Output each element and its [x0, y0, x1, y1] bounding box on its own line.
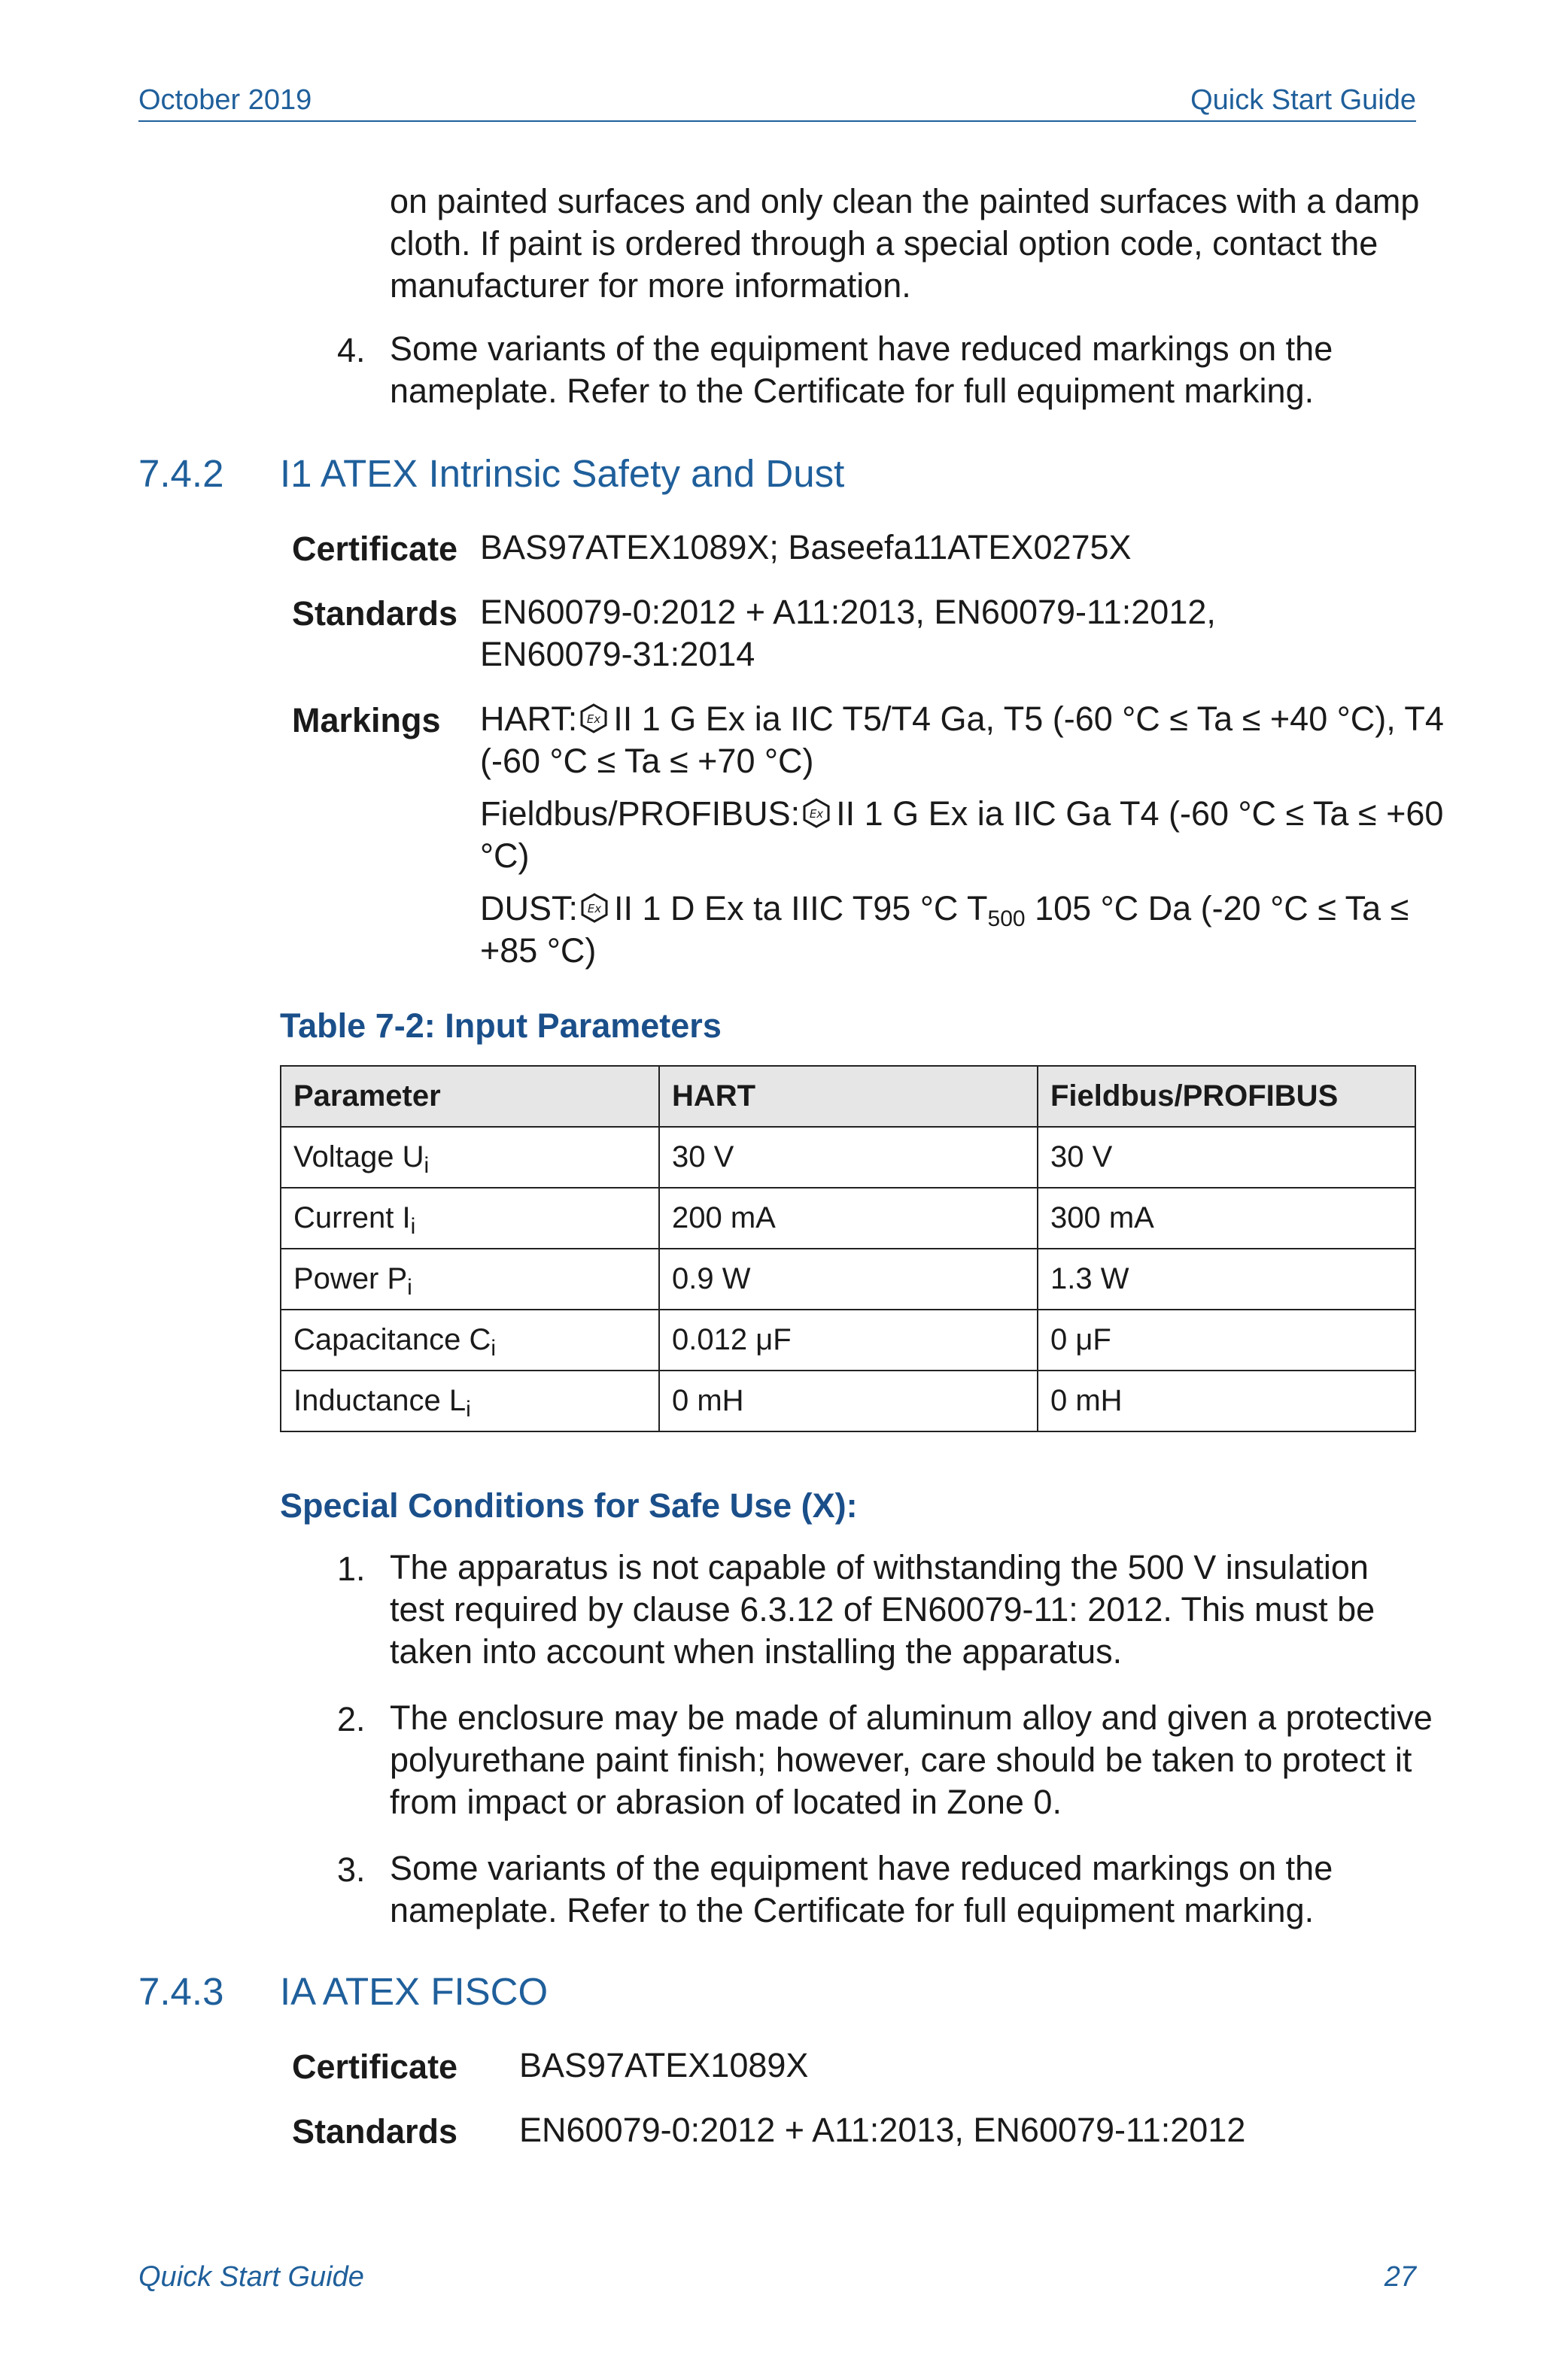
hart-cell: 0.012 μF: [659, 1310, 1038, 1371]
fieldbus-cell: 0 mH: [1038, 1371, 1415, 1431]
fieldbus-cell: 1.3 W: [1038, 1249, 1415, 1310]
param-cell: Inductance $L_i$: [281, 1371, 659, 1431]
param-cell: Capacitance $C_i$: [281, 1310, 659, 1371]
param-cell: Current $I_i$: [281, 1188, 659, 1249]
markings-fieldbus: Fieldbus/PROFIBUS: Ex II 1 G Ex ia IIC Ga T4 (-60 °C ≤ Ta ≤ +60 °C): [480, 794, 1444, 875]
markings-hart: HART: Ex II 1 G Ex ia IIC T5/T4 Ga, T5 (-60 °C ≤ Ta ≤ +40 °C), T4 (-60 °C ≤ Ta ≤ +70 °C): [480, 700, 1444, 780]
footer-doc-title: Quick Start Guide: [138, 2261, 364, 2293]
ex-hexagon-icon: [579, 893, 609, 923]
svg-text:Ex: Ex: [587, 902, 602, 915]
fieldbus-cell: 0 μF: [1038, 1310, 1415, 1371]
header-doc-title: Quick Start Guide: [1190, 84, 1416, 116]
markings-dust: DUST: Ex II 1 D Ex ta IIIC T95 °C $T_{500}$ 105 °C Da (-20 °C ≤ Ta ≤ +85 °C): [480, 889, 1409, 970]
table-row: [281, 1249, 1415, 1310]
table-header-row: [281, 1066, 1415, 1127]
column-header: Fieldbus/PROFIBUS: [1038, 1066, 1415, 1127]
param-cell: Power $P_i$: [281, 1249, 659, 1310]
table-row: [281, 1188, 1415, 1249]
fieldbus-cell: 30 V: [1038, 1127, 1415, 1188]
certificate-label: Certificate: [292, 530, 458, 568]
condition-item: Some variants of the equipment have reduced markings on the nameplate. Refer to the Certificate for full equipment marking.: [390, 1849, 1333, 1929]
column-header: Parameter: [281, 1066, 659, 1127]
condition-item: The apparatus is not capable of withstanding the 500 V insulation test required by clause 6.3.12 of EN60079-11: 2012. This must be taken into account when installing the apparatus.: [390, 1548, 1375, 1671]
hart-cell: 30 V: [659, 1127, 1038, 1188]
ex-hexagon-icon: [579, 703, 609, 733]
ex-hexagon-icon: [801, 798, 831, 828]
table-row: [281, 1371, 1415, 1431]
standards-label: Standards: [292, 2112, 458, 2151]
condition-number: 2.: [337, 1700, 366, 1738]
certificate-value: BAS97ATEX1089X: [519, 2046, 809, 2084]
page-number: 27: [1384, 2261, 1416, 2293]
conditions-title: Special Conditions for Safe Use (X):: [280, 1486, 858, 1525]
table-row: [281, 1310, 1415, 1371]
hart-cell: 0 mH: [659, 1371, 1038, 1431]
hart-cell: 200 mA: [659, 1188, 1038, 1249]
condition-number: 1.: [337, 1550, 366, 1588]
hart-cell: 0.9 W: [659, 1249, 1038, 1310]
svg-text:Ex: Ex: [587, 712, 601, 726]
section-title: I1 ATEX Intrinsic Safety and Dust: [280, 452, 845, 495]
table-row: [281, 1127, 1415, 1188]
intro-item-4: Some variants of the equipment have reduced markings on the nameplate. Refer to the Certificate for full equipment marking.: [390, 329, 1333, 410]
section-number: 7.4.2: [138, 452, 224, 495]
section-number: 7.4.3: [138, 1970, 224, 2013]
standards-label: Standards: [292, 594, 458, 633]
fieldbus-cell: 300 mA: [1038, 1188, 1415, 1249]
standards-value: EN60079-0:2012 + A11:2013, EN60079-11:2012: [519, 2111, 1246, 2149]
intro-item-number: 4.: [337, 331, 366, 369]
input-parameters-table: [280, 1065, 1416, 1432]
certificate-label: Certificate: [292, 2048, 458, 2086]
standards-value: EN60079-0:2012 + A11:2013, EN60079-11:2012, EN60079-31:2014: [480, 593, 1216, 673]
intro-continuation: on painted surfaces and only clean the painted surfaces with a damp cloth. If paint is ordered through a special option code, contact the manufacturer for more information.: [390, 182, 1420, 305]
condition-item: The enclosure may be made of aluminum alloy and given a protective polyurethane paint finish; however, care should be taken to protect it from impact or abrasion of located in Zone 0.: [390, 1698, 1433, 1821]
condition-number: 3.: [337, 1850, 366, 1889]
certificate-value: BAS97ATEX1089X; Baseefa11ATEX0275X: [480, 528, 1132, 566]
markings-label: Markings: [292, 701, 441, 739]
column-header: HART: [659, 1066, 1038, 1127]
param-cell: Voltage $U_i$: [281, 1127, 659, 1188]
header-rule: [138, 120, 1416, 122]
header-date: October 2019: [138, 84, 312, 116]
svg-text:Ex: Ex: [809, 807, 824, 821]
section-title: IA ATEX FISCO: [280, 1970, 549, 2013]
table-caption: Table 7-2: Input Parameters: [280, 1006, 722, 1045]
